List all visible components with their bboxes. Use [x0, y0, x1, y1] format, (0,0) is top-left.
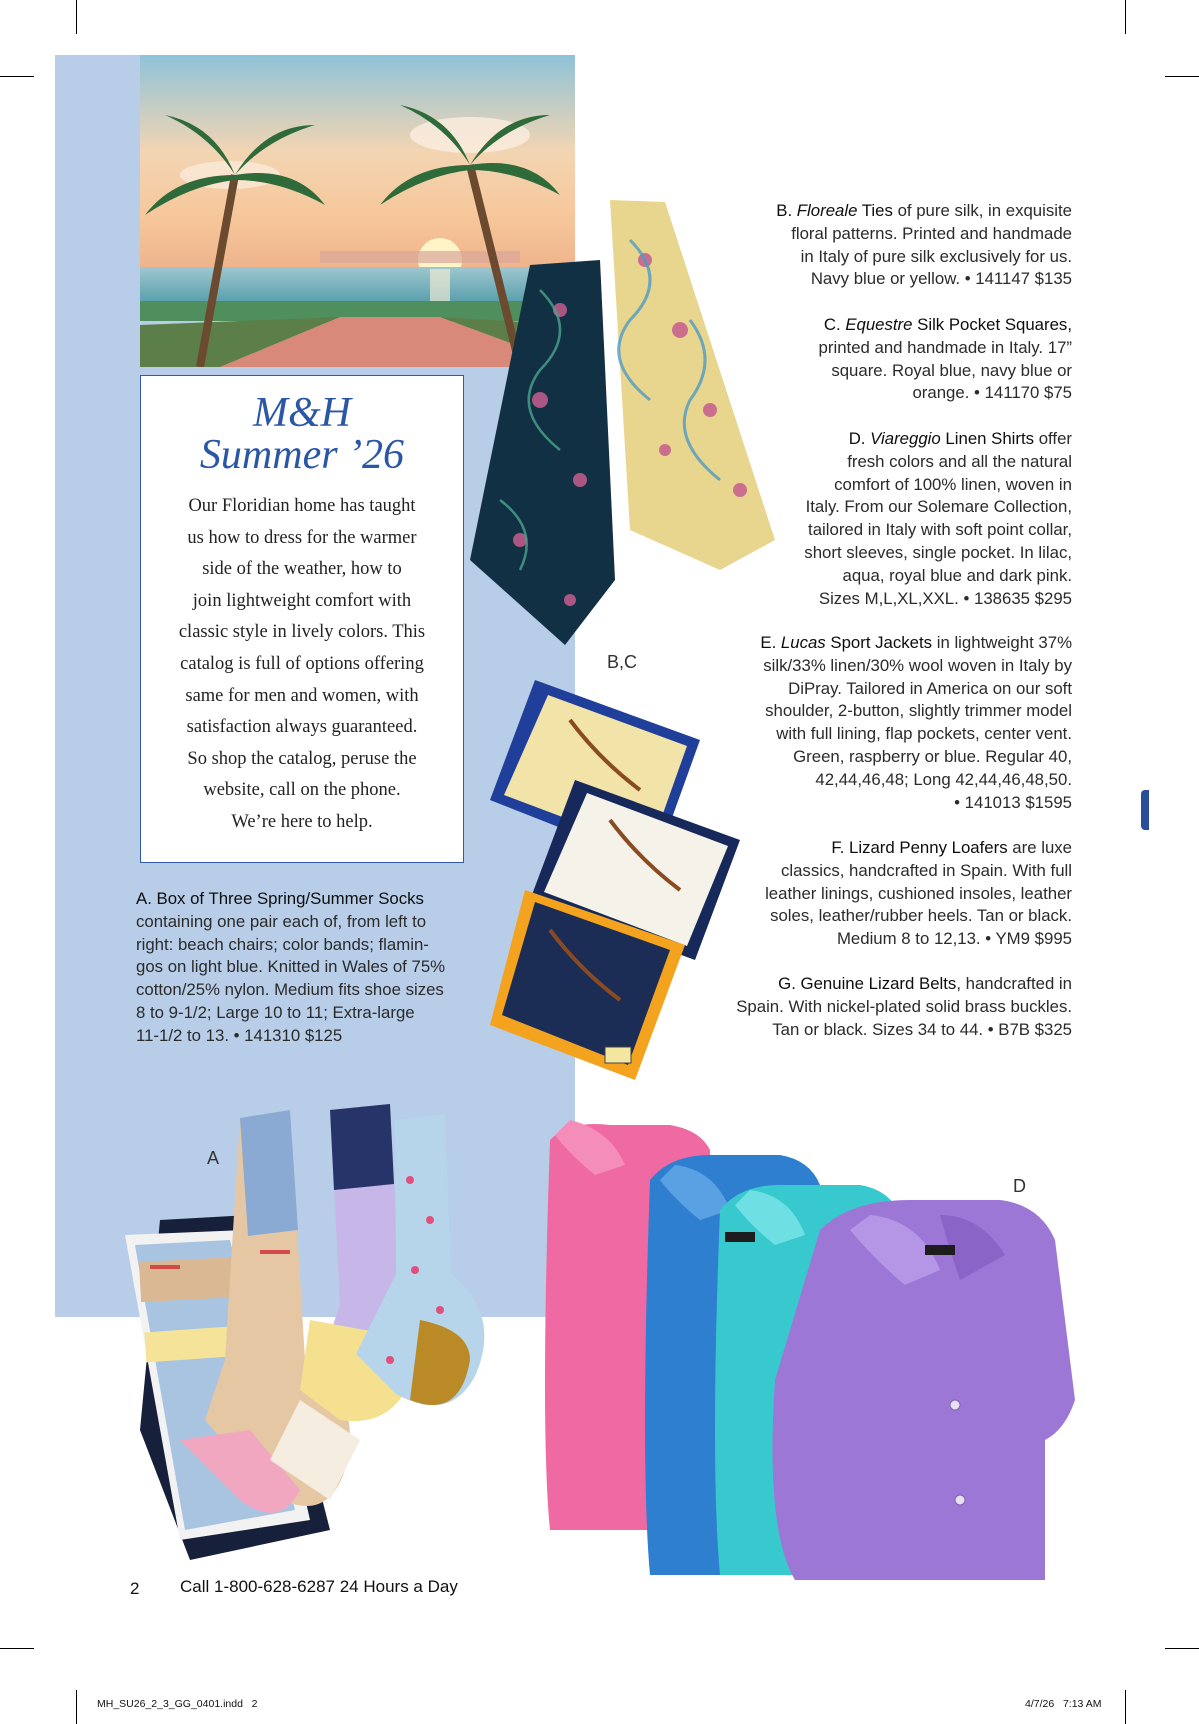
crop-mark [1125, 0, 1126, 34]
crop-mark [76, 1690, 77, 1724]
item-d-line: short sleeves, single pocket. In lilac, [804, 542, 1072, 562]
viareggio-linen-shirts-photo [510, 1120, 1100, 1590]
item-d-name: Linen Shirts [945, 429, 1035, 448]
item-e-letter: E. [760, 633, 777, 652]
item-c-line: orange. • 141170 $75 [912, 383, 1072, 403]
item-e-name-italic: Lucas [780, 633, 826, 652]
item-d-line: comfort of 100% linen, woven in [834, 474, 1072, 494]
intro-body [141, 491, 463, 839]
item-f-heading: F. Lizard Penny Loafers [831, 838, 1008, 857]
item-e-line: Green, raspberry or blue. Regular 40, [793, 746, 1072, 766]
item-d-line: Italy. From our Solemare Collection, [805, 497, 1072, 517]
item-e-description [640, 632, 1072, 814]
slug-timestamp: 4/7/26 7:13 AM [1025, 1698, 1102, 1710]
item-g-first-line [640, 973, 1072, 996]
item-f-line: soles, leather/rubber heels. Tan or black. [770, 906, 1072, 926]
crop-mark [1165, 76, 1199, 77]
right-edge-fragment [1141, 790, 1149, 830]
page-number: 2 [130, 1579, 140, 1598]
item-d-line: Sizes M,L,XL,XXL. • 138635 $295 [818, 588, 1072, 608]
item-a-line: 8 to 9-1/2; Large 10 to 11; Extra-large [136, 1002, 415, 1022]
item-c-name: Silk Pocket Squares, [917, 315, 1072, 334]
item-b-name-italic: Floreale [796, 201, 858, 220]
item-c-name-italic: Equestre [845, 315, 913, 334]
item-e-line: silk/33% linen/30% wool woven in Italy by [763, 655, 1072, 675]
crop-mark [1165, 1648, 1199, 1649]
item-c-line: printed and handmade in Italy. 17” [818, 337, 1072, 357]
item-d-first-line [640, 428, 1072, 451]
item-c-letter: C. [823, 315, 841, 334]
item-e-line: shoulder, 2-button, slightly trimmer model [765, 701, 1072, 721]
crop-mark [76, 0, 77, 34]
item-b-line: in Italy of pure silk exclusively for us. [800, 246, 1072, 266]
intro-line: side of the weather, how to [202, 559, 402, 580]
photo-label-d: D [1013, 1176, 1026, 1196]
item-f-first-line [640, 837, 1072, 860]
item-d-name-italic: Viareggio [870, 429, 941, 448]
intro-line: We’re here to help. [231, 811, 373, 832]
item-f-line: leather linings, cushioned insoles, leather [765, 883, 1072, 903]
item-b-line: Navy blue or yellow. • 141147 $135 [810, 269, 1072, 289]
item-b-description [640, 200, 1072, 291]
intro-title-line2: Summer ’26 [199, 432, 405, 478]
item-f-description [640, 837, 1072, 951]
intro-line: us how to dress for the warmer [187, 527, 417, 548]
crop-mark [0, 1648, 34, 1649]
slug-filename: MH_SU26_2_3_GG_0401.indd 2 [97, 1698, 258, 1710]
item-d-first-rest: offer [1038, 429, 1072, 448]
item-g-first-rest: , handcrafted in [956, 974, 1072, 993]
item-b-line: floral patterns. Printed and handmade [791, 223, 1072, 243]
item-c-line: square. Royal blue, navy blue or [831, 360, 1072, 380]
intro-line: Our Floridian home has taught [188, 496, 416, 516]
item-a-line: containing one pair each of, from left to [136, 911, 427, 931]
item-e-line: • 141013 $1595 [954, 792, 1072, 812]
item-d-line: fresh colors and all the natural [847, 451, 1072, 471]
intro-line: catalog is full of options offering [180, 653, 424, 674]
item-f-line: classics, handcrafted in Spain. With full [780, 860, 1072, 880]
photo-label-a: A [207, 1148, 220, 1168]
intro-line: website, call on the phone. [203, 780, 401, 801]
item-g-heading: G. Genuine Lizard Belts [778, 974, 957, 993]
item-e-line: DiPray. Tailored in America on our soft [788, 678, 1072, 698]
item-a-line: 11-1/2 to 13. • 141310 $125 [136, 1025, 343, 1045]
item-b-first-line [640, 200, 1072, 223]
item-a-line: gos on light blue. Knitted in Wales of 75% [136, 957, 446, 977]
intro-line: satisfaction always guaranteed. [186, 717, 418, 738]
item-d-line: aqua, royal blue and dark pink. [842, 565, 1072, 585]
item-a-description [136, 888, 496, 1048]
crop-mark [1125, 1690, 1126, 1724]
item-g-line: Tan or black. Sizes 34 to 44. • B7B $325 [772, 1019, 1072, 1039]
item-f-line: Medium 8 to 12,13. • YM9 $995 [836, 929, 1072, 949]
intro-line: So shop the catalog, peruse the [187, 748, 417, 769]
footer-phone: Call 1-800-628-6287 24 Hours a Day [180, 1577, 458, 1596]
crop-mark [0, 76, 34, 77]
item-d-description [640, 428, 1072, 610]
item-e-line: 42,44,46,48; Long 42,44,46,48,50. [815, 769, 1072, 789]
item-b-name: Ties [861, 201, 893, 220]
item-d-line: tailored in Italy with soft point collar, [808, 520, 1072, 540]
item-a-heading: A. Box of Three Spring/Summer Socks [136, 889, 424, 908]
item-e-line: with full lining, flap pockets, center vent. [776, 724, 1072, 744]
item-c-first-line [640, 314, 1072, 337]
item-b-first-rest: of pure silk, in exquisite [897, 201, 1072, 220]
item-a-line: right: beach chairs; color bands; flamin- [136, 934, 429, 954]
intro-box [140, 375, 464, 863]
spring-summer-socks-photo [120, 1100, 500, 1560]
item-d-letter: D. [848, 429, 866, 448]
photo-label-bc: B,C [607, 652, 638, 672]
item-f-first-rest: are luxe [1012, 838, 1072, 857]
intro-line: join lightweight comfort with [192, 590, 412, 611]
item-c-description [640, 314, 1072, 405]
intro-line: classic style in lively colors. This [178, 622, 426, 643]
intro-line: same for men and women, with [185, 685, 419, 706]
item-e-name: Sport Jackets [830, 633, 933, 652]
item-b-letter: B. [776, 201, 793, 220]
item-a-line: cotton/25% nylon. Medium fits shoe sizes [136, 980, 444, 1000]
item-g-line: Spain. With nickel-plated solid brass buckles. [736, 996, 1072, 1016]
item-e-first-line [640, 632, 1072, 655]
intro-title-line1: M&H [253, 390, 351, 436]
item-e-first-rest: in lightweight 37% [936, 633, 1072, 652]
item-g-description [640, 973, 1072, 1041]
intro-title [141, 392, 463, 476]
